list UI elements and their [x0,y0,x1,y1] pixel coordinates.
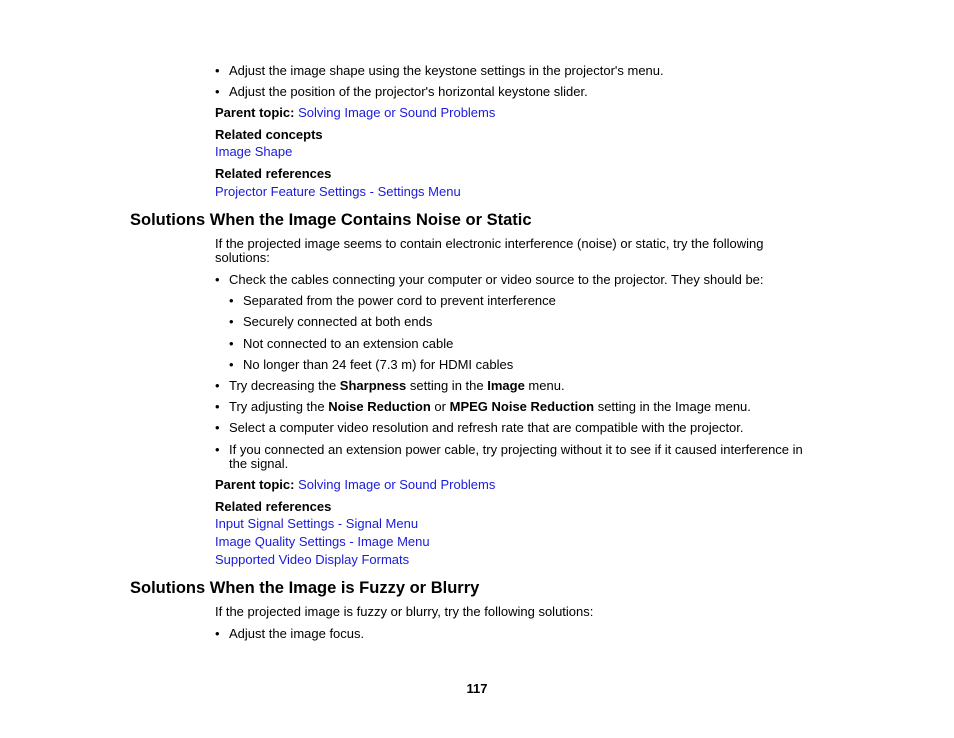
bullet-marker: • [215,442,220,457]
link-input-signal-settings[interactable]: Input Signal Settings - Signal Menu [215,516,419,531]
parent-topic-link[interactable]: Solving Image or Sound Problems [298,105,496,120]
parent-topic-2 [215,477,495,492]
link-image-shape[interactable]: Image Shape [215,144,293,159]
noise-intro-line2: solutions: [215,250,270,265]
bullet-marker: • [215,272,220,287]
bullet-marker: • [215,420,220,435]
bullet-video-resolution: Select a computer video resolution and refresh rate that are compatible with the projector. [229,420,744,435]
bullet-adjust-focus: Adjust the image focus. [229,626,365,641]
link-image-quality-settings[interactable]: Image Quality Settings - Image Menu [215,534,430,549]
sub-bullet-power-cord: Separated from the power cord to prevent interference [243,293,556,308]
related-references-label: Related references [215,166,332,181]
parent-topic-link[interactable]: Solving Image or Sound Problems [298,477,496,492]
related-concepts-label: Related concepts [215,127,323,142]
sub-bullet-hdmi-length: No longer than 24 feet (7.3 m) for HDMI cables [243,357,514,372]
sub-bullet-securely-connected: Securely connected at both ends [243,314,433,329]
bullet-marker: • [215,626,220,641]
noise-intro-line1: If the projected image seems to contain electronic interference (noise) or static, try the following [215,236,764,251]
sub-bullet-marker: • [229,336,234,351]
bullet-extension-power-line1: If you connected an extension power cable, try projecting without it to see if it caused interference in [229,442,803,457]
bullet-marker: • [215,63,220,78]
bullet-noise-reduction: Try adjusting the Noise Reduction or MPEG Noise Reduction setting in the Image menu. [229,399,751,414]
fuzzy-intro: If the projected image is fuzzy or blurry, try the following solutions: [215,604,594,619]
bullet-marker: • [215,84,220,99]
bullet-sharpness: Try decreasing the Sharpness setting in the Image menu. [229,378,565,393]
bullet-extension-power-line2: the signal. [229,456,289,471]
bullet-marker: • [215,399,220,414]
sub-bullet-marker: • [229,314,234,329]
parent-topic-1 [215,105,495,120]
link-projector-feature-settings[interactable]: Projector Feature Settings - Settings Menu [215,184,461,199]
section-heading-fuzzy: Solutions When the Image is Fuzzy or Blurry [130,579,480,597]
sub-bullet-marker: • [229,293,234,308]
parent-topic-label: Parent topic: [215,105,295,120]
related-references-label: Related references [215,499,332,514]
parent-topic-label: Parent topic: [215,477,295,492]
section-heading-noise: Solutions When the Image Contains Noise or Static [130,211,532,229]
bullet-check-cables: Check the cables connecting your computer or video source to the projector. They should be: [229,272,764,287]
bullet-marker: • [215,378,220,393]
sub-bullet-extension-cable: Not connected to an extension cable [243,336,454,351]
bullet-keystone-menu: Adjust the image shape using the keystone settings in the projector's menu. [229,63,664,78]
page-number: 117 [466,681,488,696]
bullet-keystone-slider: Adjust the position of the projector's horizontal keystone slider. [229,84,588,99]
sub-bullet-marker: • [229,357,234,372]
link-supported-video-formats[interactable]: Supported Video Display Formats [215,552,410,567]
